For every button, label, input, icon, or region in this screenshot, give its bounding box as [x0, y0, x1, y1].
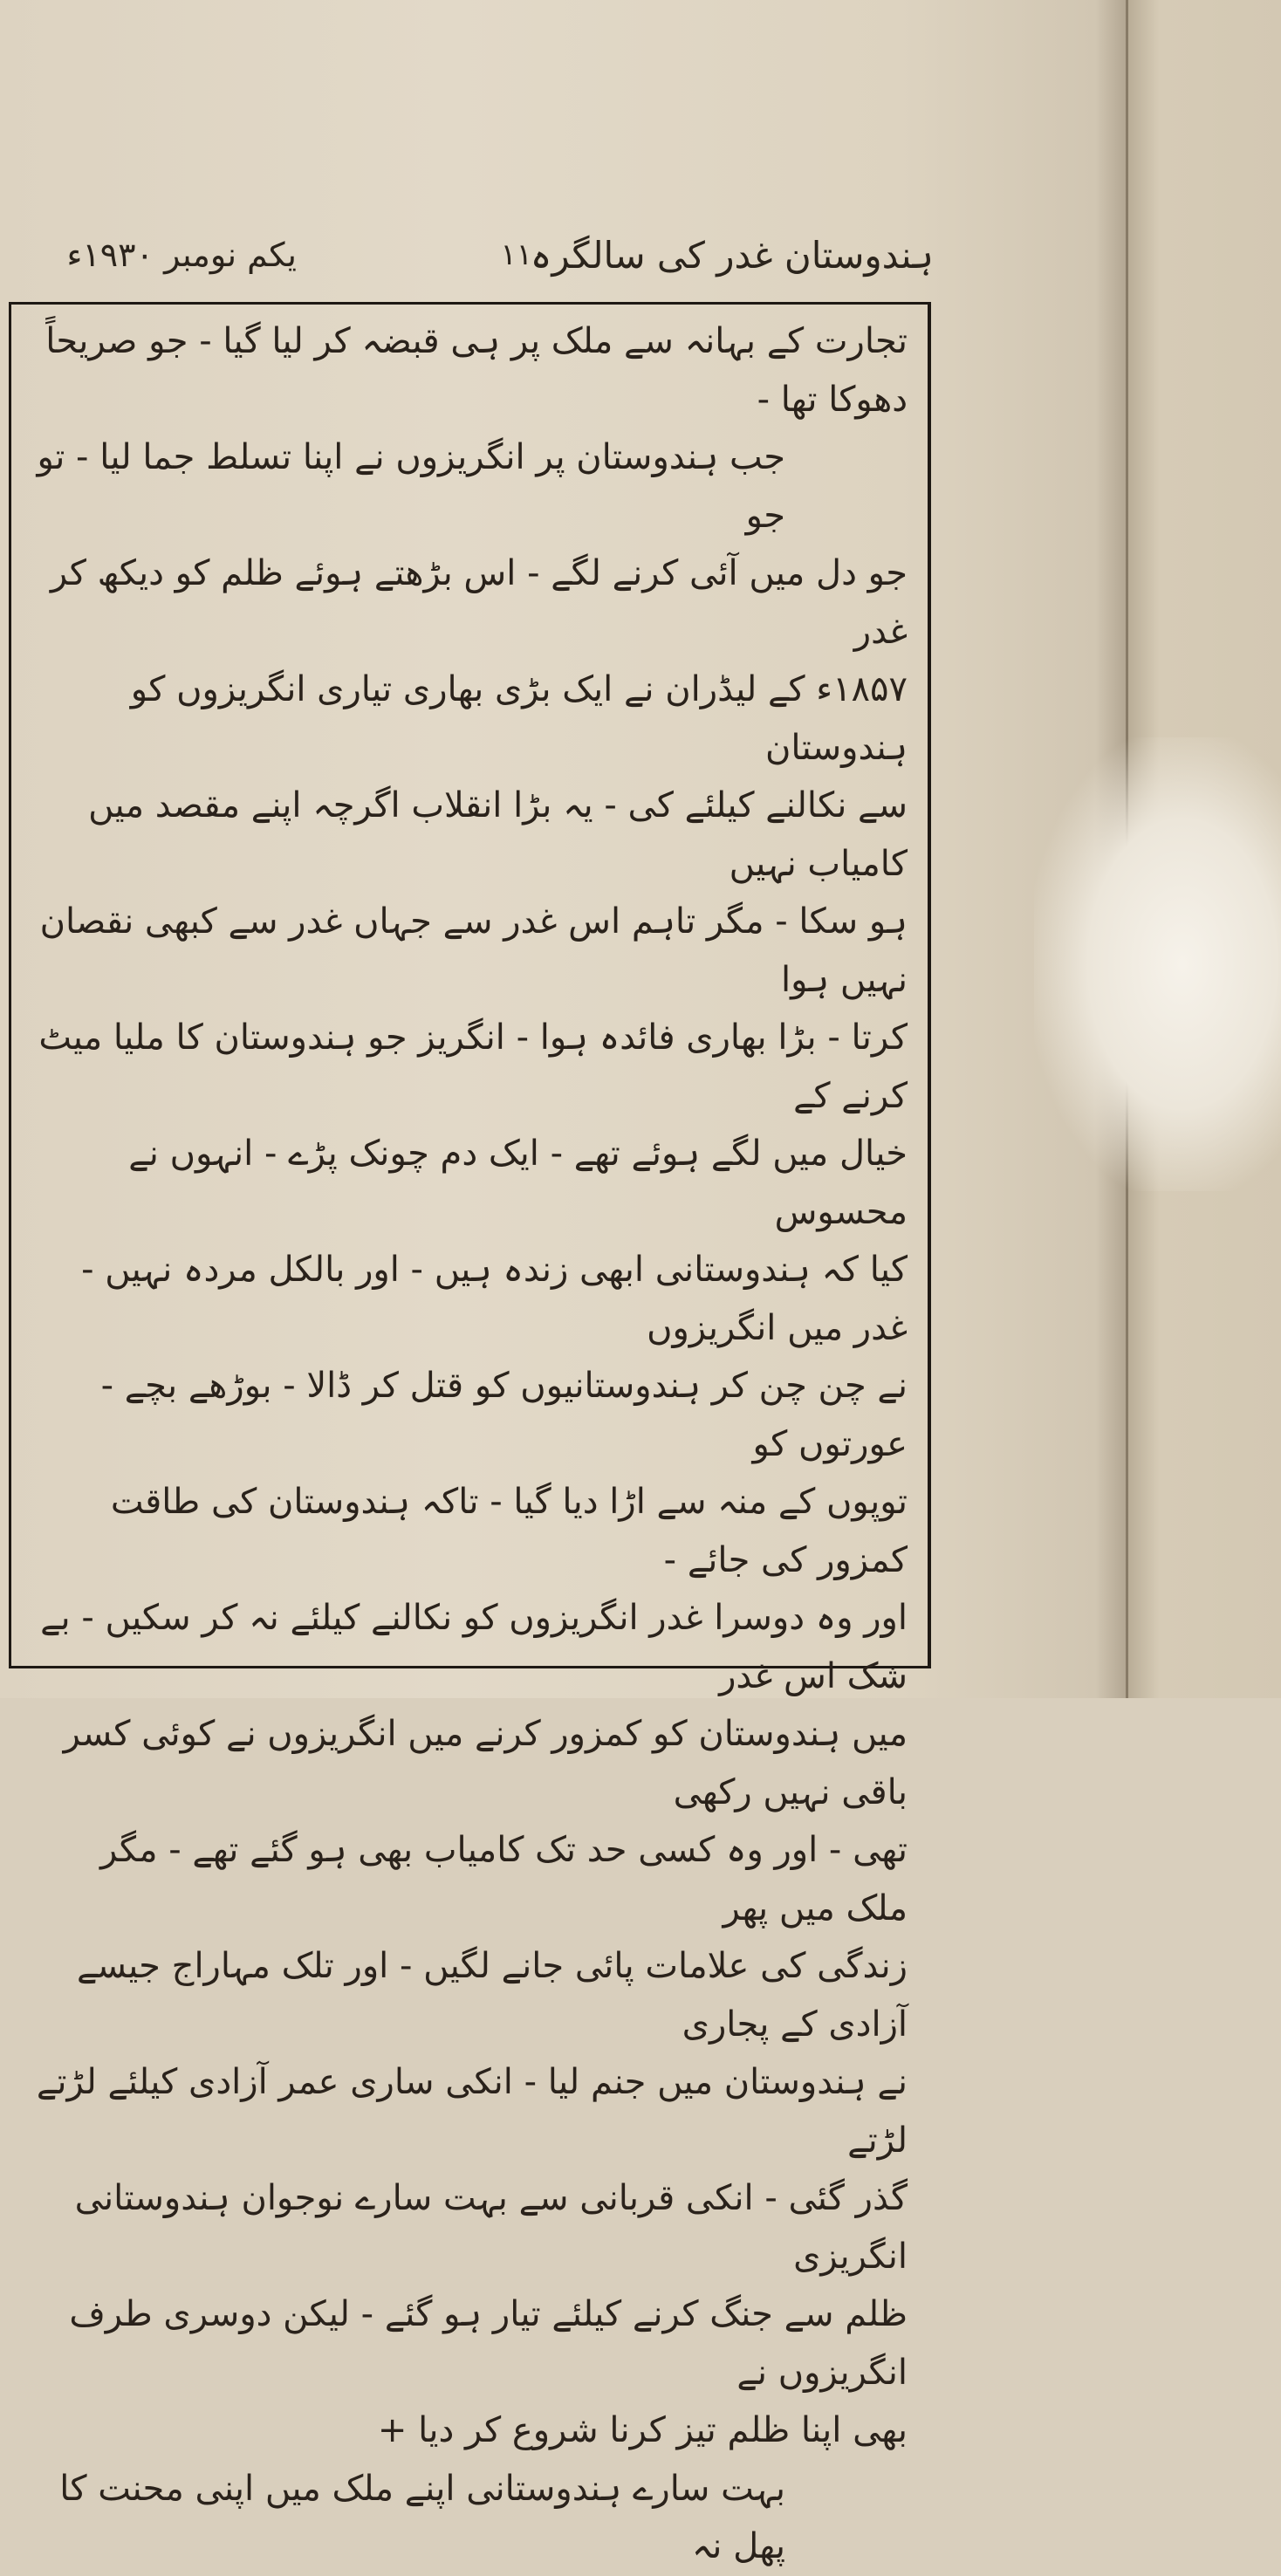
text-line: بھی اپنا ظلم تیز کرنا شروع کر دیا + — [377, 2410, 908, 2450]
text-line: میں ہندوستان کو کمزور کرنے میں انگریزوں نے کوئی کسر باقی نہیں رکھی — [63, 1714, 908, 1812]
light-glare — [1034, 737, 1281, 1191]
text-line: گذر گئی - انکی قربانی سے بہت سارے نوجوان ہندوستانی انگریزی — [74, 2178, 908, 2277]
article-body — [35, 312, 908, 2576]
text-line: ہو سکا - مگر تاہم اس غدر سے جہاں غدر سے کبھی نقصان نہیں ہوا — [39, 901, 908, 1000]
text-line: تھی - اور وہ کسی حد تک کامیاب بھی ہو گئے تھے - مگر ملک میں پھر — [99, 1830, 908, 1929]
text-line: کیا کہ ہندوستانی ابھی زندہ ہیں - اور بالکل مردہ نہیں - غدر میں انگریزوں — [81, 1250, 908, 1348]
text-line: سے نکالنے کیلئے کی - یہ بڑا انقلاب اگرچہ اپنے مقصد میں کامیاب نہیں — [88, 785, 908, 884]
text-line: ظلم سے جنگ کرنے کیلئے تیار ہو گئے - لیکن دوسری طرف انگریزوں نے — [69, 2294, 908, 2393]
text-line: اور وہ دوسرا غدر انگریزوں کو نکالنے کیلئے نہ کر سکیں - بے شک اس غدر — [40, 1598, 908, 1696]
text-line: خیال میں لگے ہوئے تھے - ایک دم چونک پڑے - انہوں نے محسوس — [128, 1134, 908, 1232]
text-line: بہت سارے ہندوستانی اپنے ملک میں اپنی محنت کا پھل نہ — [59, 2468, 785, 2566]
text-line: جب ہندوستان پر انگریزوں نے اپنا تسلط جما لیا - تو جو — [37, 437, 785, 536]
page-number: ۱۱ — [500, 237, 532, 272]
text-line: تجارت کے بہانہ سے ملک پر ہی قبضہ کر لیا گیا - جو صریحاً دھوکا تھا - — [45, 321, 908, 420]
text-line: جو دل میں آئی کرنے لگے - اس بڑھتے ہوئے ظلم کو دیکھ کر غدر — [50, 553, 908, 652]
text-line: کرتا - بڑا بھاری فائدہ ہوا - انگریز جو ہندوستان کا ملیا میٹ کرنے کے — [38, 1017, 908, 1116]
text-line: ۱۸۵۷ء کے لیڈران نے ایک بڑی بھاری تیاری انگریزوں کو ہندوستان — [130, 669, 908, 768]
text-line: توپوں کے منہ سے اڑا دیا گیا - تاکہ ہندوستان کی طاقت کمزور کی جائے - — [110, 1482, 908, 1580]
text-line: زندگی کی علامات پائی جانے لگیں - اور تلک مہاراج جیسے آزادی کے پجاری — [76, 1946, 908, 2045]
issue-date: یکم نومبر ۱۹۳۰ء — [66, 236, 297, 274]
page-header — [61, 234, 934, 286]
running-title: ہندوستان غدر کی سالگرہ — [530, 234, 934, 277]
text-line: نے چن چن کر ہندوستانیوں کو قتل کر ڈالا - بوڑھے بچے - عورتوں کو — [100, 1366, 908, 1464]
text-line: نے ہندوستان میں جنم لیا - انکی ساری عمر آزادی کیلئے لڑتے لڑتے — [36, 2062, 908, 2161]
